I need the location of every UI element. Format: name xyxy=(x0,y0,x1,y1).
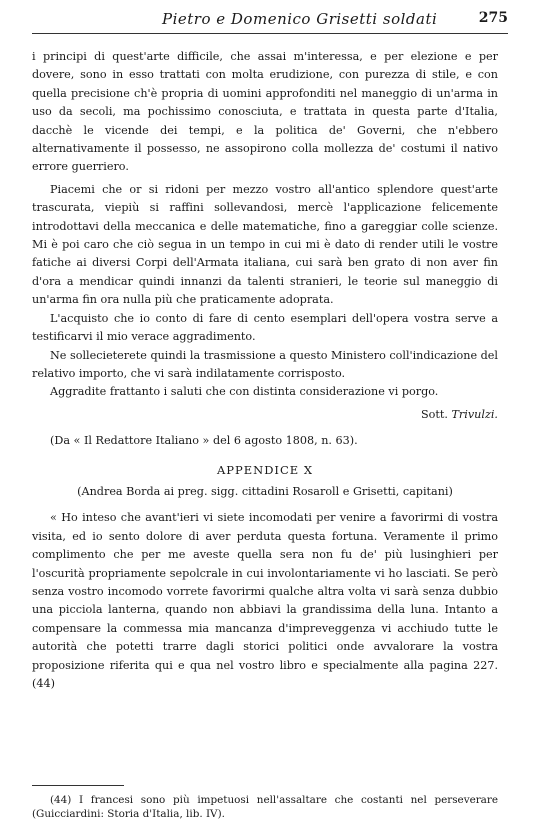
paragraph: Aggradite frattanto i saluti che con distinta considerazione vi porgo. xyxy=(50,385,439,399)
signature-prefix: Sott. xyxy=(420,407,448,421)
page-header xyxy=(32,10,508,32)
paragraph: Ne sollecieterete quindi la trasmissione a questo Ministero coll'indicazione del relativo importo, che vi sarà indilatamente corrisposto. xyxy=(32,348,499,380)
paragraph: Piacemi che or si ridoni per mezzo vostro all'antico splendore quest'arte trascurata, viepiù si raffini sollevandosi, mercè l'applicazione felicemente introdottavi della meccanica e delle matematiche, fino a gareggiar colle scienze. Mi è poi caro che ciò segua in un tempo in cui mi è dato di render utili le vostre fatiche ai diversi Corpi dell'Armata italiana, cui sarà ben grato di non aver fin d'ora a mendicar quindi innanzi da talenti stranieri, le teorie sul maneggio di un'arma fin ora nulla più che praticamente adoprata. xyxy=(32,182,498,307)
signature-name: Trivulzi. xyxy=(451,407,498,421)
footnote: (44) I francesi sono più impetuosi nell'assaltare che costanti nel perseverare (Guicciardini: Storia d'Italia, lib. IV). xyxy=(32,794,498,820)
letter-paragraph: « Ho inteso che avant'ieri vi siete incomodati per venire a favorirmi di vostra visita, ed io sento dolore di aver perduta questa fortuna. Veramente il primo complimento che per me aveste quella sera non fu de' più lusinghieri per l'oscurità propriamente sepolcrale in cui involontariamente vi ho lasciati. Se però senza vostro incomodo vorrete favorirmi qualche altra volta vi sarà senza dubbio una picciola lanterna, quando non abbiavi la grandissima della luna. Intanto a compensare la commessa mia mancanza d'impreveggenza vi acchiudo tutte le autorità che potetti trarre dagli storici politici onde avvalorare la vostra proposizione riferita qui e qua nel vostro libro e specialmente alla pagina 227. (44) xyxy=(32,511,498,690)
running-head: Pietro e Domenico Grisetti soldati xyxy=(162,10,438,28)
source-citation: (Da « Il Redattore Italiano » del 6 agosto 1808, n. 63). xyxy=(50,434,358,448)
paragraph: L'acquisto che io conto di fare di cento esemplari dell'opera vostra serve a testificarvi il mio verace aggradimento. xyxy=(32,311,498,344)
page-body xyxy=(32,48,498,693)
page-number: 275 xyxy=(478,10,508,26)
footnote-rule xyxy=(32,785,124,786)
paragraph-continuation: i principi di quest'arte difficile, che assai m'interessa, e per elezione e per dovere, sono in esso trattati con molta erudizione, con purezza di stile, e con quella precisione ch'è propria di uomini approfonditi nel maneggio di un'arma in uso da secoli, ma pochissimo conosciuta, e trattata in questa parte d'Italia, dacchè le vicende dei tempi, e la politica de' Governi, che n'ebbero alternativamente il possesso, ne assopirono colla mollezza de' costumi il nativo errore guerriero. xyxy=(32,50,498,174)
header-rule xyxy=(32,33,508,34)
signature xyxy=(32,406,498,424)
appendix-subtitle: (Andrea Borda ai preg. sigg. cittadini Rosaroll e Grisetti, capitani) xyxy=(77,484,453,498)
appendix-title: APPENDICE X xyxy=(216,462,314,477)
